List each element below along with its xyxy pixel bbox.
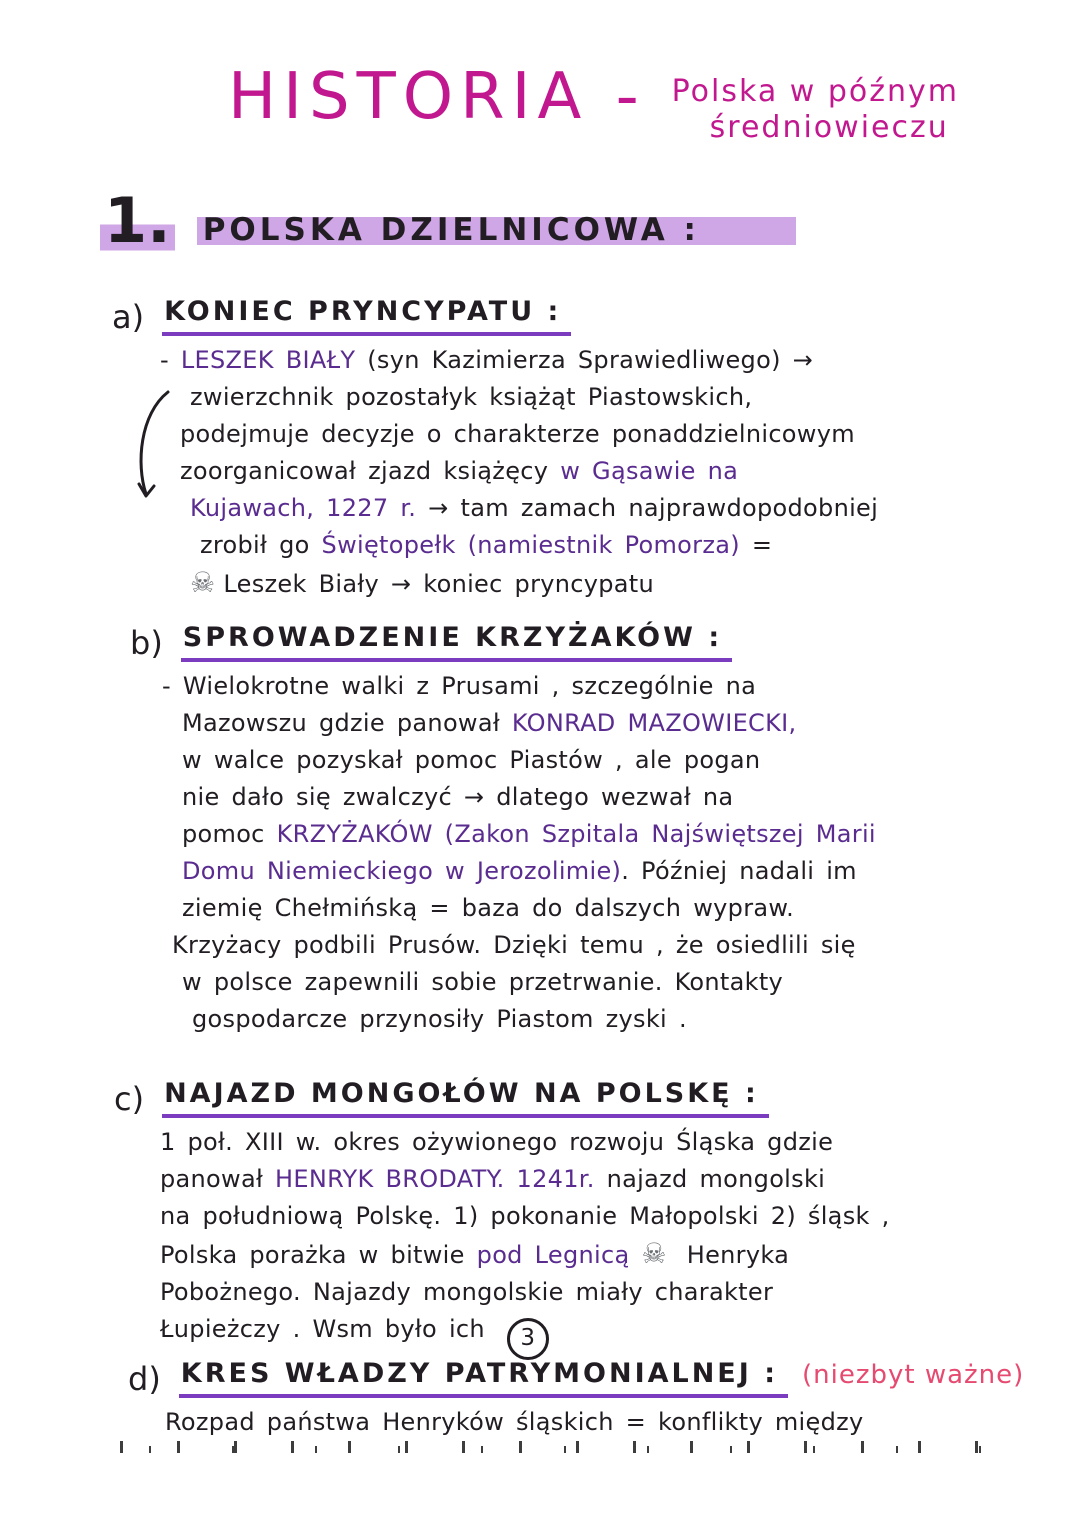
line: w walce pozyskał pomoc Piastów , ale pogan bbox=[182, 746, 761, 774]
text-segment: (syn Kazimierza Sprawiedliwego) → bbox=[355, 346, 814, 374]
text-segment: zrobił go bbox=[200, 531, 322, 559]
line: Pobożnego. Najazdy mongolskie miały charakter bbox=[160, 1278, 774, 1306]
line: w polsce zapewnili sobie przetrwanie. Kontakty bbox=[182, 968, 784, 996]
text-segment: pomoc bbox=[182, 820, 277, 848]
line: ziemię Chełmińską = baza do dalszych wypraw. bbox=[182, 894, 795, 922]
section-d-title: KRES WŁADZY PATRYMONIALNEJ : bbox=[179, 1358, 788, 1398]
skull-icon: ☠ bbox=[641, 1237, 667, 1270]
section-c-heading bbox=[114, 1078, 1080, 1118]
chapter-heading bbox=[100, 186, 796, 256]
section-b bbox=[0, 622, 1080, 1038]
section-d-letter: d) bbox=[128, 1360, 161, 1398]
line: Krzyżacy podbili Prusów. Dzięki temu , że osiedlili się bbox=[172, 931, 856, 959]
section-b-body bbox=[162, 668, 1080, 1038]
line: gospodarcze przynosiły Piastom zyski . bbox=[192, 1005, 687, 1033]
chapter-number: 1. bbox=[100, 186, 175, 256]
line: zwierzchnik pozostałyk książąt Piastowskich, bbox=[190, 383, 753, 411]
section-c-letter: c) bbox=[114, 1080, 145, 1118]
highlighted-name: w Gąsawie na bbox=[560, 457, 739, 485]
text-segment: najazd mongolski bbox=[594, 1165, 826, 1193]
line: na południową Polskę. 1) pokonanie Małopolski 2) śląsk , bbox=[160, 1202, 890, 1230]
highlighted-name: HENRYK BRODATY. 1241r. bbox=[275, 1165, 595, 1193]
section-a-body bbox=[160, 342, 1080, 603]
skull-icon: ☠ bbox=[190, 566, 216, 599]
line bbox=[160, 490, 1080, 527]
text-segment: - bbox=[160, 346, 181, 374]
section-b-letter: b) bbox=[130, 624, 163, 662]
line: podejmuje decyzje o charakterze ponaddzielnicowym bbox=[180, 420, 855, 448]
highlighted-name: Kujawach, 1227 r. bbox=[190, 494, 417, 522]
section-d-note: (niezbyt ważne) bbox=[802, 1360, 1025, 1390]
line: 1 poł. XIII w. okres ożywionego rozwoju Śląska gdzie bbox=[160, 1128, 834, 1156]
line bbox=[160, 1235, 1080, 1274]
chapter-label: POLSKA DZIELNICOWA : bbox=[197, 210, 796, 250]
circled-number: 3 bbox=[507, 1318, 549, 1360]
title-subtitle-line1: Polska w późnym bbox=[671, 74, 959, 109]
highlighted-name: KONRAD MAZOWIECKI, bbox=[511, 709, 797, 737]
highlighted-name: Świętopełk (namiestnik Pomorza) bbox=[321, 531, 740, 559]
text-segment: panował bbox=[160, 1165, 276, 1193]
curly-arrow-icon bbox=[132, 388, 176, 514]
section-a-title: KONIEC PRYNCYPATU : bbox=[162, 296, 571, 336]
highlighted-name: pod Legnicą bbox=[476, 1241, 630, 1269]
text-segment: Henryka bbox=[674, 1241, 790, 1269]
text-segment: Mazowszu gdzie panował bbox=[182, 709, 512, 737]
line bbox=[160, 453, 1080, 490]
text-segment: = bbox=[739, 531, 773, 559]
section-d bbox=[0, 1358, 1080, 1441]
section-c-body bbox=[160, 1124, 1080, 1360]
highlighted-name: LESZEK BIAŁY bbox=[180, 346, 356, 374]
text-segment: → tam zamach najprawdopodobniej bbox=[416, 494, 879, 522]
section-d-heading bbox=[128, 1358, 1080, 1398]
line: Rozpad państwa Henryków śląskich = konflikty między bbox=[165, 1408, 864, 1436]
text-segment: zoorganicował zjazd książęcy bbox=[180, 457, 561, 485]
line bbox=[160, 564, 1080, 603]
section-a-letter: a) bbox=[112, 298, 145, 336]
text-segment: . Później nadali im bbox=[621, 857, 857, 885]
line bbox=[162, 853, 1080, 890]
section-d-body bbox=[165, 1404, 1080, 1441]
section-c-title: NAJAZD MONGOŁÓW NA POLSKĘ : bbox=[162, 1078, 769, 1118]
section-c bbox=[0, 1078, 1080, 1360]
title-subtitle bbox=[672, 74, 959, 146]
title-main: HISTORIA - bbox=[228, 60, 646, 134]
line: - Wielokrotne walki z Prusami , szczególnie na bbox=[162, 672, 757, 700]
title-subtitle-line2: średniowieczu bbox=[709, 110, 949, 145]
line bbox=[160, 527, 1080, 564]
section-a-heading bbox=[112, 296, 1080, 336]
line: nie dało się zwalczyć → dlatego wezwał na bbox=[182, 783, 734, 811]
section-b-heading bbox=[130, 622, 1080, 662]
section-a bbox=[0, 296, 1080, 603]
highlighted-name: KRZYŻAKÓW (Zakon Szpitala Najświętszej Marii bbox=[276, 820, 876, 848]
cutoff-line bbox=[120, 1441, 1000, 1453]
text-segment: Leszek Biały → koniec pryncypatu bbox=[223, 570, 655, 598]
text-segment: Polska porażka w bitwie bbox=[160, 1241, 477, 1269]
line bbox=[160, 342, 1080, 379]
page-title bbox=[228, 58, 959, 146]
line bbox=[160, 1161, 1080, 1198]
line bbox=[160, 1311, 1080, 1360]
highlighted-name: Domu Niemieckiego w Jerozolimie) bbox=[182, 857, 622, 885]
line bbox=[162, 705, 1080, 742]
line bbox=[162, 816, 1080, 853]
section-b-title: SPROWADZENIE KRZYŻAKÓW : bbox=[181, 622, 732, 662]
text-segment: Łupieżczy . Wsm było ich bbox=[160, 1315, 497, 1343]
